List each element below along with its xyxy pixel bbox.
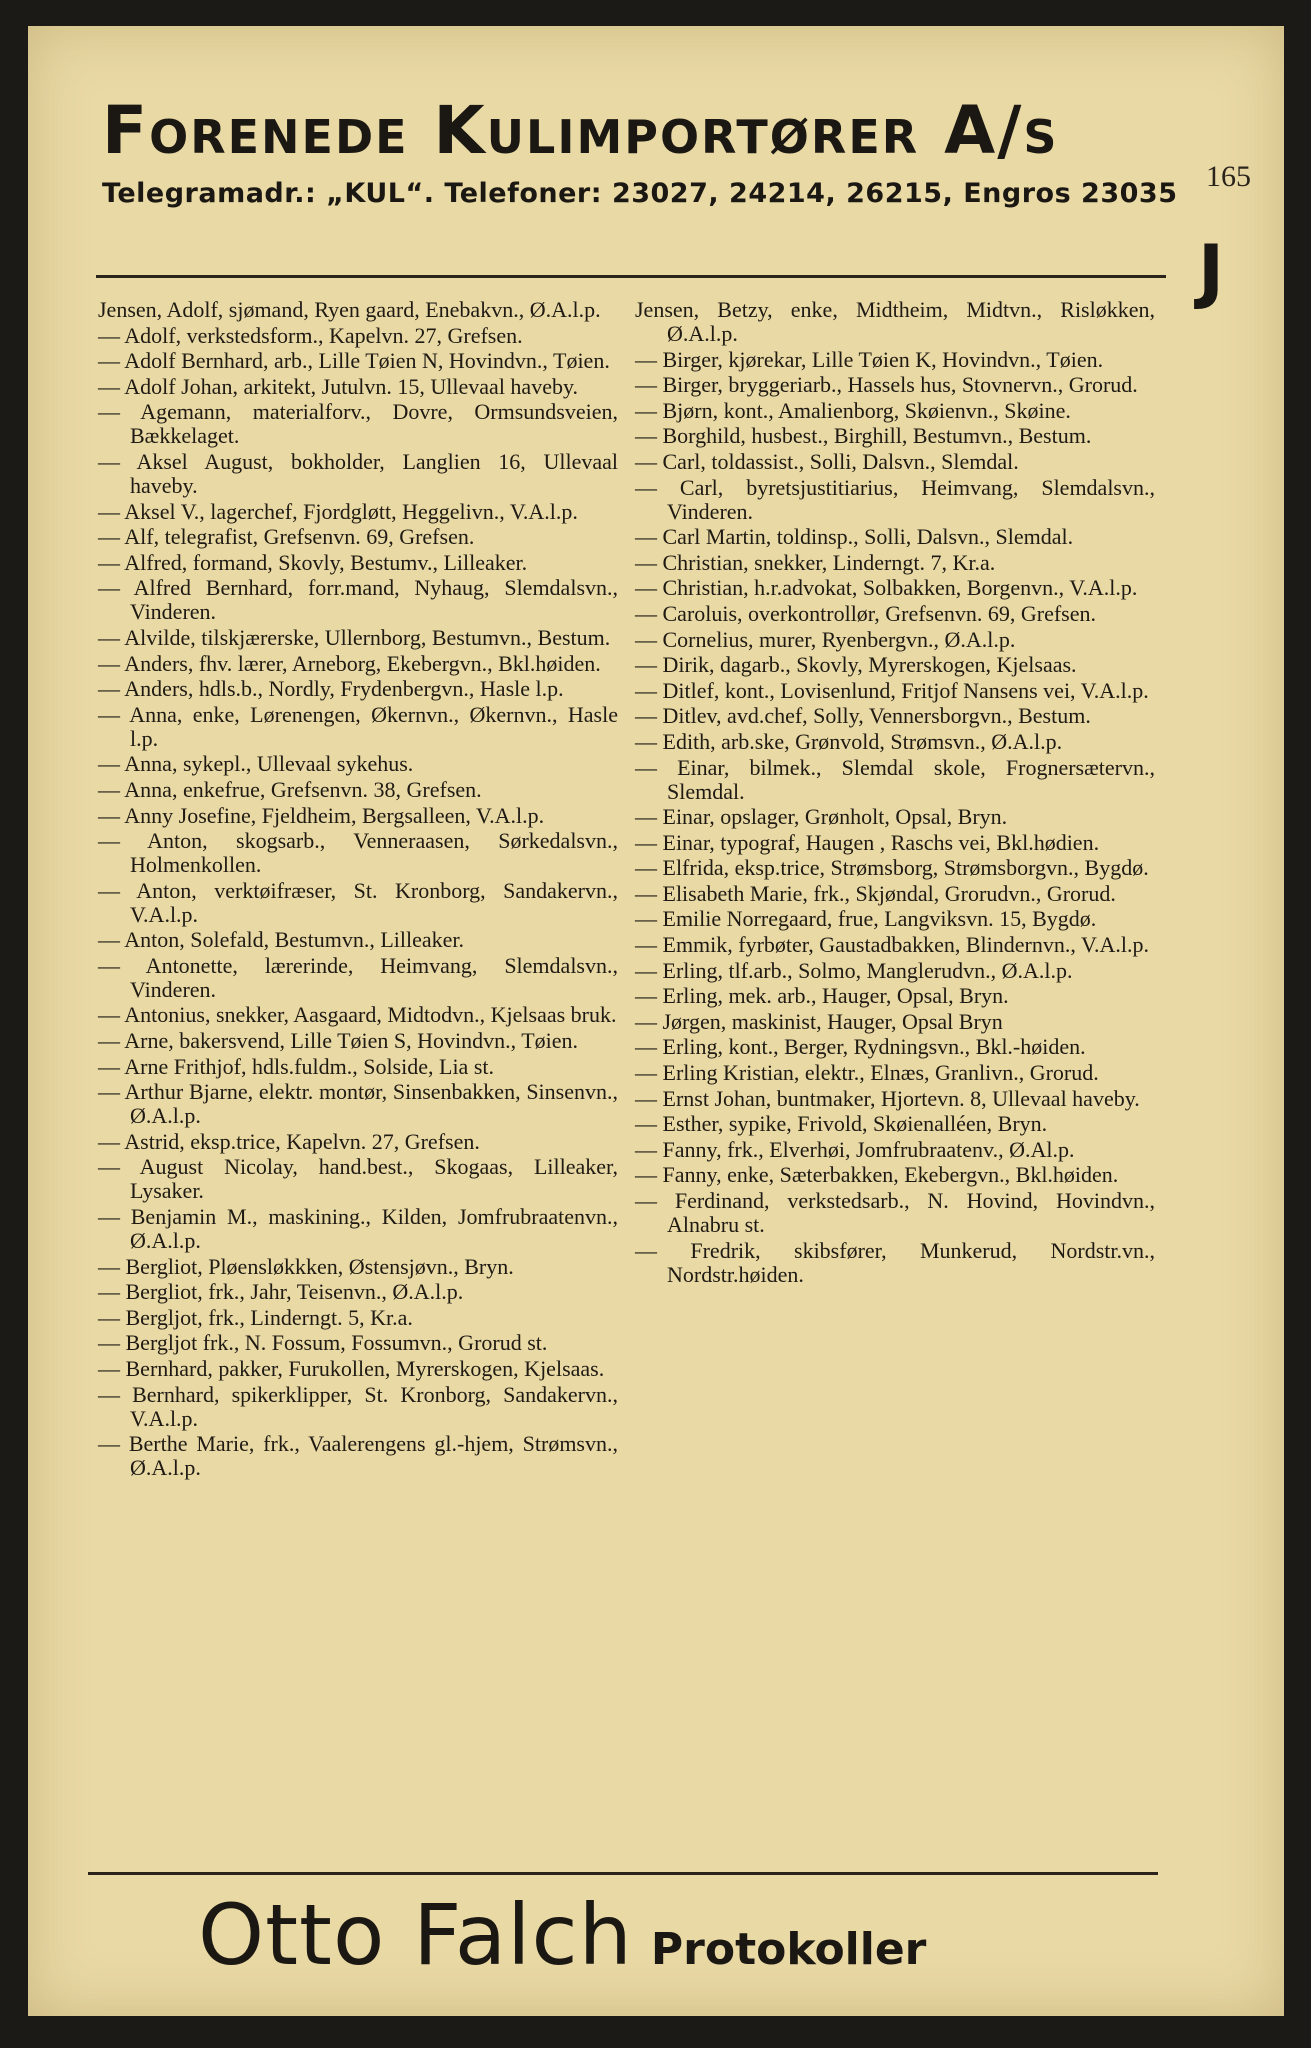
directory-entry: — Adolf Johan, arkitekt, Jutulvn. 15, Ullevaal haveby.	[98, 373, 579, 399]
directory-entry: — Edith, arb.ske, Grønvold, Strømsvn., Ø.A.l.p.	[635, 728, 1063, 754]
directory-entry: — Arne, bakersvend, Lille Tøien S, Hovindvn., Tøien.	[98, 1028, 579, 1054]
contact-line: Telegramadr.: „KUL“. Telefoner: 23027, 24214, 26215, Engros 23035	[102, 178, 1178, 209]
directory-entry: — Birger, kjørekar, Lille Tøien K, Hovindvn., Tøien.	[635, 346, 1104, 372]
directory-entry: — Bergliot, frk., Jahr, Teisenvn., Ø.A.l.p.	[98, 1279, 464, 1305]
directory-entry: — Berthe Marie, frk., Vaalerengens gl.-hjem, Strømsvn., Ø.A.l.p.	[98, 1431, 618, 1481]
advertised-product: Protokoller	[650, 1924, 927, 1975]
directory-entry: — Antonius, snekker, Aasgaard, Midtodvn., Kjelsaas bruk.	[98, 1002, 617, 1028]
directory-entry: — Anton, skogsarb., Venneraasen, Sørkedalsvn., Holmenkollen.	[98, 828, 618, 878]
bottom-divider	[88, 1872, 1158, 1875]
directory-entry: — Ditlef, kont., Lovisenlund, Fritjof Nansens vei, V.A.l.p.	[635, 677, 1149, 703]
directory-entry: — Bernhard, spikerklipper, St. Kronborg, Sandakervn., V.A.l.p.	[98, 1381, 618, 1431]
directory-entry: — Birger, bryggeriarb., Hassels hus, Stovnervn., Grorud.	[635, 372, 1138, 398]
directory-entry: — Erling, mek. arb., Hauger, Opsal, Bryn.	[635, 983, 1009, 1009]
directory-entry: — Fredrik, skibsfører, Munkerud, Nordstr.vn., Nordstr.høiden.	[635, 1237, 1155, 1287]
left-column	[98, 298, 618, 1482]
directory-entry: — Bergljot frk., N. Fossum, Fossumvn., Grorud st.	[98, 1330, 548, 1356]
directory-entry: — Esther, sypike, Frivold, Skøienalléen, Bryn.	[635, 1111, 1048, 1137]
directory-entry: — Fanny, frk., Elverhøi, Jomfrubraatenv., Ø.Al.p.	[635, 1136, 1075, 1162]
directory-entry: — Christian, h.r.advokat, Solbakken, Borgenvn., V.A.l.p.	[635, 575, 1138, 601]
directory-entry: — Aksel V., lagerchef, Fjordgløtt, Heggelivn., V.A.l.p.	[98, 498, 578, 524]
company-name: Forenede Kulimportører A/s	[102, 92, 1059, 169]
directory-entry: — Alfred, formand, Skovly, Bestumv., Lilleaker.	[98, 549, 528, 575]
directory-entry: — August Nicolay, hand.best., Skogaas, Lilleaker, Lysaker.	[98, 1154, 618, 1204]
directory-entry: — Anna, enkefrue, Grefsenvn. 38, Grefsen.	[98, 776, 482, 802]
top-divider	[96, 275, 1166, 278]
directory-entry: — Benjamin M., maskining., Kilden, Jomfrubraatenvn., Ø.A.l.p.	[98, 1204, 618, 1254]
directory-entry: — Cornelius, murer, Ryenbergvn., Ø.A.l.p.	[635, 626, 1016, 652]
directory-entry: — Borghild, husbest., Birghill, Bestumvn., Bestum.	[635, 423, 1092, 449]
directory-entry: — Anders, hdls.b., Nordly, Frydenbergvn., Hasle l.p.	[98, 676, 564, 702]
page-number: 165	[1206, 160, 1251, 193]
directory-entry: — Einar, typograf, Haugen , Raschs vei, Bkl.hødien.	[635, 829, 1100, 855]
directory-entry: — Ditlev, avd.chef, Solly, Vennersborgvn., Bestum.	[635, 703, 1091, 729]
directory-entry: — Elisabeth Marie, frk., Skjøndal, Grorudvn., Grorud.	[635, 880, 1116, 906]
directory-entry: — Aksel August, bokholder, Langlien 16, Ullevaal haveby.	[98, 448, 618, 498]
directory-entry: — Ernst Johan, buntmaker, Hjortevn. 8, Ullevaal haveby.	[635, 1085, 1140, 1111]
directory-entry: — Carl, toldassist., Solli, Dalsvn., Slemdal.	[635, 448, 1019, 474]
directory-entry: — Elfrida, eksp.trice, Strømsborg, Strømsborgvn., Bygdø.	[635, 855, 1149, 881]
directory-entry: — Astrid, eksp.trice, Kapelvn. 27, Grefsen.	[98, 1128, 480, 1154]
directory-entry: — Emmik, fyrbøter, Gaustadbakken, Blindernvn., V.A.l.p.	[635, 932, 1150, 958]
directory-entry: — Bernhard, pakker, Furukollen, Myrerskogen, Kjelsaas.	[98, 1356, 605, 1381]
header-advertisement	[102, 92, 1178, 209]
directory-entry: — Jørgen, maskinist, Hauger, Opsal Bryn	[635, 1008, 1003, 1034]
directory-entry: — Alf, telegrafist, Grefsenvn. 69, Grefsen.	[98, 524, 475, 550]
directory-entry: — Christian, snekker, Linderngt. 7, Kr.a.	[635, 549, 996, 575]
directory-entry: — Alfred Bernhard, forr.mand, Nyhaug, Slemdalsvn., Vinderen.	[98, 575, 618, 625]
directory-entry: — Alvilde, tilskjærerske, Ullernborg, Bestumvn., Bestum.	[98, 624, 611, 650]
directory-entry: — Erling, kont., Berger, Rydningsvn., Bkl.-høiden.	[635, 1034, 1086, 1060]
directory-entry: — Emilie Norregaard, frue, Langviksvn. 15, Bygdø.	[635, 906, 1097, 932]
directory-entry: — Agemann, materialforv., Dovre, Ormsundsveien, Bækkelaget.	[98, 399, 618, 449]
directory-entry: — Anny Josefine, Fjeldheim, Bergsalleen, V.A.l.p.	[98, 802, 545, 828]
directory-entry: — Anders, fhv. lærer, Arneborg, Ekebergvn., Bkl.høiden.	[98, 650, 601, 676]
advertiser-name: Otto Falch	[198, 1886, 633, 1984]
directory-entry: — Anton, Solefald, Bestumvn., Lilleaker.	[98, 927, 465, 953]
directory-entry: Jensen, Adolf, sjømand, Ryen gaard, Enebakvn., Ø.A.l.p.	[98, 297, 601, 322]
directory-entry: — Dirik, dagarb., Skovly, Myrerskogen, Kjelsaas.	[635, 652, 1077, 678]
directory-entry: — Einar, opslager, Grønholt, Opsal, Bryn.	[635, 804, 1008, 830]
directory-page	[28, 26, 1284, 2016]
directory-entry: — Anton, verktøifræser, St. Kronborg, Sandakervn., V.A.l.p.	[98, 877, 618, 927]
directory-entry: — Adolf Bernhard, arb., Lille Tøien N, Hovindvn., Tøien.	[98, 348, 610, 374]
right-column	[635, 298, 1155, 1288]
directory-entry: — Erling Kristian, elektr., Elnæs, Granlivn., Grorud.	[635, 1060, 1099, 1086]
directory-entry: — Anna, sykepl., Ullevaal sykehus.	[98, 751, 414, 777]
directory-entry: — Antonette, lærerinde, Heimvang, Slemdalsvn., Vinderen.	[98, 952, 618, 1002]
directory-entry: — Carl, byretsjustitiarius, Heimvang, Slemdalsvn., Vinderen.	[635, 474, 1155, 524]
directory-entry: — Caroluis, overkontrollør, Grefsenvn. 69, Grefsen.	[635, 600, 1097, 626]
directory-entry: — Carl Martin, toldinsp., Solli, Dalsvn., Slemdal.	[635, 524, 1074, 550]
directory-entry: — Anna, enke, Lørenengen, Økernvn., Økernvn., Hasle l.p.	[98, 701, 618, 751]
directory-entry: Jensen, Betzy, enke, Midtheim, Midtvn., Risløkken, Ø.A.l.p.	[635, 297, 1155, 346]
directory-entry: — Bergljot, frk., Linderngt. 5, Kr.a.	[98, 1304, 413, 1330]
directory-entry: — Arthur Bjarne, elektr. montør, Sinsenbakken, Sinsenvn., Ø.A.l.p.	[98, 1079, 618, 1129]
index-letter: J	[1198, 230, 1225, 312]
directory-entry: — Bergliot, Pløensløkkken, Østensjøvn., Bryn.	[98, 1253, 514, 1279]
directory-entry: — Arne Frithjof, hdls.fuldm., Solside, Lia st.	[98, 1053, 494, 1079]
directory-entry: — Fanny, enke, Sæterbakken, Ekebergvn., Bkl.høiden.	[635, 1162, 1119, 1188]
directory-entry: — Bjørn, kont., Amalienborg, Skøienvn., Skøine.	[635, 397, 1071, 423]
directory-entry: — Ferdinand, verkstedsarb., N. Hovind, Hovindvn., Alnabru st.	[635, 1188, 1155, 1237]
footer-advertisement	[198, 1886, 1198, 1984]
directory-entry: — Einar, bilmek., Slemdal skole, Frognersætervn., Slemdal.	[635, 754, 1155, 804]
directory-entry: — Erling, tlf.arb., Solmo, Manglerudvn., Ø.A.l.p.	[635, 957, 1073, 983]
directory-entry: — Adolf, verkstedsform., Kapelvn. 27, Grefsen.	[98, 322, 523, 348]
